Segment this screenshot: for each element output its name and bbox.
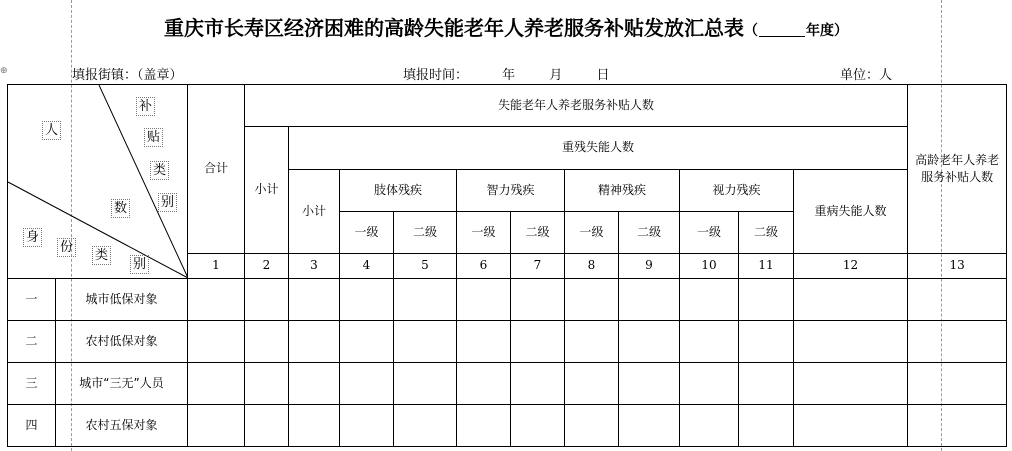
header-disabled-group: 失能老年人养老服务补贴人数 — [245, 85, 908, 127]
data-cell[interactable] — [565, 363, 619, 405]
column-number: 11 — [739, 254, 794, 279]
data-cell[interactable] — [245, 405, 289, 447]
table-row — [8, 405, 1007, 447]
data-cell[interactable] — [511, 321, 565, 363]
data-cell[interactable] — [511, 363, 565, 405]
data-cell[interactable] — [739, 405, 794, 447]
column-number: 5 — [394, 254, 457, 279]
data-cell[interactable] — [619, 321, 680, 363]
data-cell[interactable] — [739, 321, 794, 363]
title-year-note: （ 年度） — [744, 23, 848, 39]
corner-char-tie: 贴 — [144, 128, 163, 147]
column-number: 4 — [340, 254, 394, 279]
corner-char-bie2: 别 — [130, 255, 149, 274]
data-cell[interactable] — [565, 279, 619, 321]
row-label: 农村低保对象 — [56, 321, 188, 363]
data-cell[interactable] — [289, 405, 340, 447]
header-mental-level2: 二级 — [619, 212, 680, 254]
street-label: 填报街镇：（盖章） — [72, 68, 183, 83]
column-number: 1 — [188, 254, 245, 279]
data-cell[interactable] — [565, 405, 619, 447]
summary-table — [7, 84, 1007, 447]
data-cell[interactable] — [565, 321, 619, 363]
column-number: 10 — [680, 254, 739, 279]
header-intellect-level2: 二级 — [511, 212, 565, 254]
corner-char-shen: 身 — [23, 228, 42, 247]
data-cell[interactable] — [739, 279, 794, 321]
data-cell[interactable] — [619, 363, 680, 405]
column-number: 13 — [908, 254, 1007, 279]
column-number: 2 — [245, 254, 289, 279]
column-number: 12 — [794, 254, 908, 279]
data-cell[interactable] — [511, 405, 565, 447]
corner-char-bu: 补 — [136, 97, 155, 116]
data-cell[interactable] — [340, 405, 394, 447]
data-cell[interactable] — [739, 363, 794, 405]
column-number: 7 — [511, 254, 565, 279]
data-cell[interactable] — [457, 321, 511, 363]
unit-label: 单位：人 — [840, 68, 893, 83]
corner-char-ren: 人 — [42, 121, 61, 140]
data-cell[interactable] — [794, 279, 908, 321]
header-mental-level1: 一级 — [565, 212, 619, 254]
data-cell[interactable] — [908, 363, 1007, 405]
data-cell[interactable] — [457, 405, 511, 447]
corner-char-fen: 份 — [57, 238, 76, 257]
fill-time-label: 填报时间： 年 月 日 — [403, 68, 610, 83]
data-cell[interactable] — [794, 405, 908, 447]
page-title — [0, 12, 1012, 41]
data-cell[interactable] — [394, 363, 457, 405]
data-cell[interactable] — [511, 279, 565, 321]
data-cell[interactable] — [619, 279, 680, 321]
header-mental: 精神残疾 — [565, 169, 680, 212]
header-subtotal: 小计 — [245, 127, 289, 254]
row-label: 城市“三无”人员 — [56, 363, 188, 405]
title-main: 重庆市长寿区经济困难的高龄失能老年人养老服务补贴发放汇总表 — [164, 16, 744, 40]
column-number: 3 — [289, 254, 340, 279]
row-index: 二 — [8, 321, 56, 363]
data-cell[interactable] — [680, 363, 739, 405]
table-move-handle-icon[interactable]: ⊕ — [0, 66, 8, 76]
data-cell[interactable] — [245, 279, 289, 321]
data-cell[interactable] — [245, 363, 289, 405]
data-cell[interactable] — [340, 279, 394, 321]
data-cell[interactable] — [908, 321, 1007, 363]
data-cell[interactable] — [394, 405, 457, 447]
data-cell[interactable] — [188, 405, 245, 447]
data-cell[interactable] — [680, 405, 739, 447]
header-serious-illness: 重病失能人数 — [794, 169, 908, 254]
data-cell[interactable] — [457, 363, 511, 405]
data-cell[interactable] — [457, 279, 511, 321]
header-intellect: 智力残疾 — [457, 169, 565, 212]
data-cell[interactable] — [619, 405, 680, 447]
data-cell[interactable] — [340, 363, 394, 405]
table-row — [8, 279, 1007, 321]
data-cell[interactable] — [908, 279, 1007, 321]
data-cell[interactable] — [188, 321, 245, 363]
header-limb-level2: 二级 — [394, 212, 457, 254]
diagonal-header-cell — [8, 85, 188, 279]
corner-char-lei: 类 — [150, 161, 169, 180]
data-cell[interactable] — [245, 321, 289, 363]
row-index: 四 — [8, 405, 56, 447]
column-number: 8 — [565, 254, 619, 279]
header-elderly-subsidy: 高龄老年人养老服务补贴人数 — [908, 85, 1007, 254]
data-cell[interactable] — [188, 279, 245, 321]
data-cell[interactable] — [680, 279, 739, 321]
header-limb: 肢体残疾 — [340, 169, 457, 212]
data-cell[interactable] — [289, 321, 340, 363]
data-cell[interactable] — [394, 279, 457, 321]
header-vision-level2: 二级 — [739, 212, 794, 254]
header-vision: 视力残疾 — [680, 169, 794, 212]
column-number: 6 — [457, 254, 511, 279]
data-cell[interactable] — [908, 405, 1007, 447]
data-cell[interactable] — [794, 321, 908, 363]
data-cell[interactable] — [340, 321, 394, 363]
row-index: 一 — [8, 279, 56, 321]
header-vision-level1: 一级 — [680, 212, 739, 254]
corner-char-shu: 数 — [111, 199, 130, 218]
table-row — [8, 363, 1007, 405]
table-row — [8, 321, 1007, 363]
row-label: 城市低保对象 — [56, 279, 188, 321]
data-cell[interactable] — [394, 321, 457, 363]
header-severe-subtotal: 小计 — [289, 169, 340, 254]
column-number: 9 — [619, 254, 680, 279]
data-cell[interactable] — [794, 363, 908, 405]
data-cell[interactable] — [188, 363, 245, 405]
row-label: 农村五保对象 — [56, 405, 188, 447]
header-limb-level1: 一级 — [340, 212, 394, 254]
corner-char-bie: 别 — [158, 193, 177, 212]
header-severe-disabled: 重残失能人数 — [289, 127, 908, 170]
corner-char-lei2: 类 — [92, 246, 111, 265]
data-cell[interactable] — [680, 321, 739, 363]
header-total: 合计 — [188, 85, 245, 254]
data-cell[interactable] — [289, 279, 340, 321]
year-blank — [759, 36, 805, 37]
header-intellect-level1: 一级 — [457, 212, 511, 254]
row-index: 三 — [8, 363, 56, 405]
data-cell[interactable] — [289, 363, 340, 405]
